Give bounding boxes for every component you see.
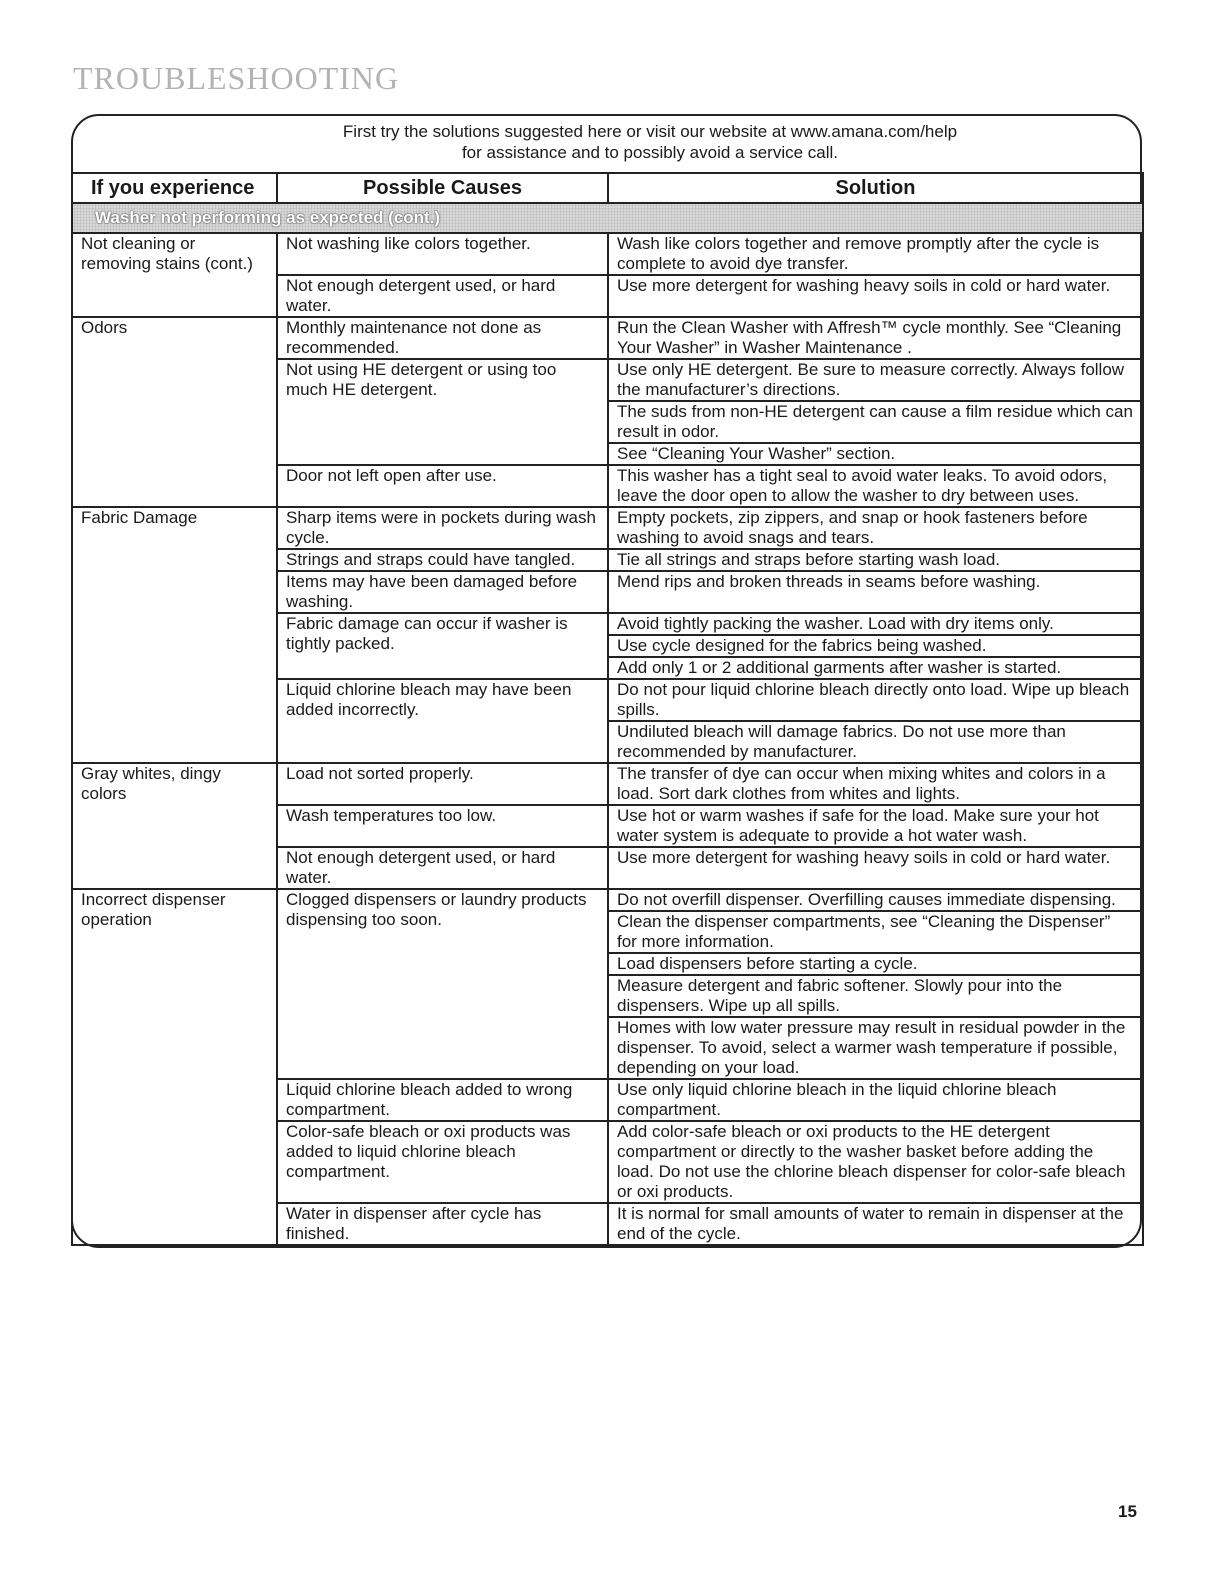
cause-cell: Strings and straps could have tangled. [277,549,608,571]
header-experience: If you experience [72,173,277,203]
intro-line: for assistance and to possibly avoid a service call. [461,143,839,162]
section-row [72,203,1143,233]
solution-cell: Undiluted bleach will damage fabrics. Do not use more than recommended by manufacturer. [608,721,1143,763]
solution-cell: Use only HE detergent. Be sure to measure correctly. Always follow the manufacturer’s directions. [608,359,1143,401]
solution-cell: Add only 1 or 2 additional garments after washer is started. [608,657,1143,679]
header-row [72,173,1143,203]
cause-cell: Load not sorted properly. [277,763,608,805]
header-causes: Possible Causes [277,173,608,203]
solution-cell: Use more detergent for washing heavy soils in cold or hard water. [608,847,1143,889]
cause-cell: Sharp items were in pockets during wash cycle. [277,507,608,549]
cause-cell: Door not left open after use. [277,465,608,507]
solution-cell: The suds from non-HE detergent can cause a film residue which can result in odor. [608,401,1143,443]
solution-cell: Homes with low water pressure may result in residual powder in the dispenser. To avoid, select a warmer wash temperature if possible, depending on your load. [608,1017,1143,1079]
experience-cell: Incorrect dispenser operation [72,889,277,1245]
experience-cell: Odors [72,317,277,507]
cause-cell: Not washing like colors together. [277,233,608,275]
cause-cell: Liquid chlorine bleach added to wrong compartment. [277,1079,608,1121]
solution-cell: Wash like colors together and remove promptly after the cycle is complete to avoid dye transfer. [608,233,1143,275]
table-row [72,889,1143,911]
cause-cell: Monthly maintenance not done as recommended. [277,317,608,359]
page-title: TROUBLESHOOTING [73,60,400,96]
troubleshooting-table [71,172,1144,1246]
solution-cell: It is normal for small amounts of water to remain in dispenser at the end of the cycle. [608,1203,1143,1245]
intro-line: First try the solutions suggested here or visit our website at www.amana.com/help [342,122,958,141]
intro-text [230,121,1070,163]
solution-cell: This washer has a tight seal to avoid water leaks. To avoid odors, leave the door open to allow the washer to dry between uses. [608,465,1143,507]
experience-cell: Gray whites, dingy colors [72,763,277,889]
solution-cell: Use only liquid chlorine bleach in the liquid chlorine bleach compartment. [608,1079,1143,1121]
cause-cell: Items may have been damaged before washing. [277,571,608,613]
solution-cell: Use more detergent for washing heavy soils in cold or hard water. [608,275,1143,317]
section-title: Washer not performing as expected (cont.) [72,203,1143,233]
solution-cell: Do not pour liquid chlorine bleach directly onto load. Wipe up bleach spills. [608,679,1143,721]
solution-cell: Measure detergent and fabric softener. Slowly pour into the dispensers. Wipe up all spills. [608,975,1143,1017]
solution-cell: Empty pockets, zip zippers, and snap or hook fasteners before washing to avoid snags and tears. [608,507,1143,549]
solution-cell: Add color-safe bleach or oxi products to the HE detergent compartment or directly to the washer basket before adding the load. Do not use the chlorine bleach dispenser for color-safe bleach or oxi products. [608,1121,1143,1203]
solution-cell: Use hot or warm washes if safe for the load. Make sure your hot water system is adequate to provide a hot water wash. [608,805,1143,847]
solution-cell: Run the Clean Washer with Affresh™ cycle monthly. See “Cleaning Your Washer” in Washer Maintenance . [608,317,1143,359]
solution-cell: Use cycle designed for the fabrics being washed. [608,635,1143,657]
cause-cell: Clogged dispensers or laundry products dispensing too soon. [277,889,608,1079]
table-row [72,763,1143,805]
solution-cell: Load dispensers before starting a cycle. [608,953,1143,975]
solution-cell: Clean the dispenser compartments, see “Cleaning the Dispenser” for more information. [608,911,1143,953]
solution-cell: See “Cleaning Your Washer” section. [608,443,1143,465]
cause-cell: Not enough detergent used, or hard water. [277,275,608,317]
solution-cell: Do not overfill dispenser. Overfilling causes immediate dispensing. [608,889,1143,911]
experience-cell: Fabric Damage [72,507,277,763]
solution-cell: Mend rips and broken threads in seams before washing. [608,571,1143,613]
solution-cell: Avoid tightly packing the washer. Load with dry items only. [608,613,1143,635]
table-row [72,507,1143,549]
cause-cell: Color-safe bleach or oxi products was added to liquid chlorine bleach compartment. [277,1121,608,1203]
solution-cell: The transfer of dye can occur when mixing whites and colors in a load. Sort dark clothes from whites and lights. [608,763,1143,805]
cause-cell: Not using HE detergent or using too much HE detergent. [277,359,608,465]
table-row [72,233,1143,275]
experience-cell: Not cleaning or removing stains (cont.) [72,233,277,317]
table-row [72,317,1143,359]
cause-cell: Wash temperatures too low. [277,805,608,847]
cause-cell: Fabric damage can occur if washer is tightly packed. [277,613,608,679]
header-solution: Solution [608,173,1143,203]
cause-cell: Liquid chlorine bleach may have been added incorrectly. [277,679,608,763]
cause-cell: Water in dispenser after cycle has finished. [277,1203,608,1245]
page-number: 15 [1118,1502,1137,1521]
solution-cell: Tie all strings and straps before starting wash load. [608,549,1143,571]
cause-cell: Not enough detergent used, or hard water. [277,847,608,889]
